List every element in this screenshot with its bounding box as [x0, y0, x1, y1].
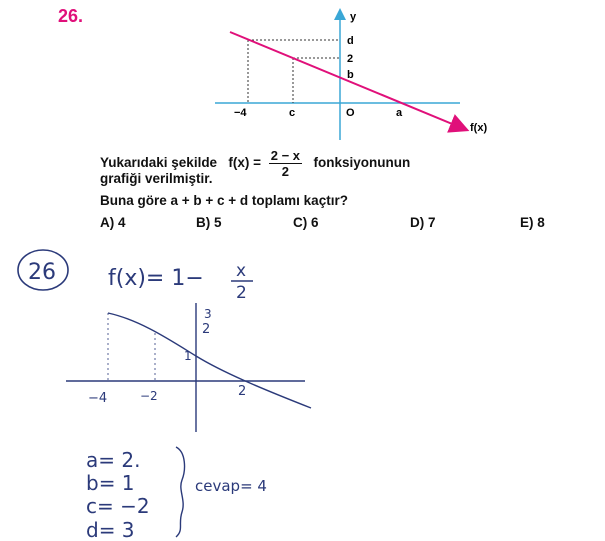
hand-y-tick-3: 3 — [204, 307, 212, 321]
y-axis-label: y — [350, 11, 357, 23]
answer-c: c= −2 — [86, 494, 150, 518]
function-expression: f(x) = — [228, 155, 261, 171]
hand-x-tick-minus4: −4 — [88, 391, 108, 406]
printed-graph — [215, 11, 487, 140]
x-tick-minus4: −4 — [234, 107, 247, 119]
hand-y-tick-1: 1 — [184, 349, 192, 363]
y-tick-2: 2 — [347, 53, 354, 65]
hand-x-tick-minus2: −2 — [140, 389, 158, 403]
handwritten-result: cevap= 4 — [195, 477, 267, 495]
question-line-1-start: Yukarıdaki şekilde — [100, 155, 218, 171]
handwritten-solution — [18, 250, 311, 541]
question-number: 26. — [58, 6, 84, 26]
answer-brace — [176, 447, 184, 537]
fraction-denominator: 2 — [281, 164, 289, 179]
x-tick-origin: O — [346, 107, 355, 119]
handwritten-formula-den: 2 — [236, 283, 247, 303]
handwritten-formula: f(x)= 1− — [108, 266, 204, 291]
question-line-2: grafiği verilmiştir. — [100, 171, 213, 186]
option-d[interactable]: D) 7 — [410, 215, 436, 230]
hand-x-tick-2: 2 — [238, 384, 247, 399]
circled-number: 26 — [28, 260, 56, 285]
x-tick-c: c — [289, 107, 296, 119]
x-tick-a: a — [396, 107, 403, 119]
option-c[interactable]: C) 6 — [293, 215, 319, 230]
handwritten-formula-num: x — [236, 261, 247, 281]
question-line-3: Buna göre a + b + c + d toplamı kaçtır? — [100, 193, 348, 208]
question-line-1-end: fonksiyonunun — [313, 155, 411, 171]
answer-d: d= 3 — [86, 518, 135, 541]
y-tick-d: d — [347, 35, 354, 47]
y-tick-b: b — [347, 69, 354, 81]
option-a[interactable]: A) 4 — [100, 215, 126, 230]
answer-a: a= 2. — [86, 448, 141, 472]
fraction — [269, 148, 302, 179]
option-e[interactable]: E) 8 — [520, 215, 545, 230]
option-b[interactable]: B) 5 — [196, 215, 222, 230]
x-axis-label: f(x) — [470, 122, 488, 134]
fraction-numerator: 2 − x — [270, 148, 301, 163]
answer-b: b= 1 — [86, 471, 135, 495]
hand-y-tick-2: 2 — [202, 322, 211, 337]
